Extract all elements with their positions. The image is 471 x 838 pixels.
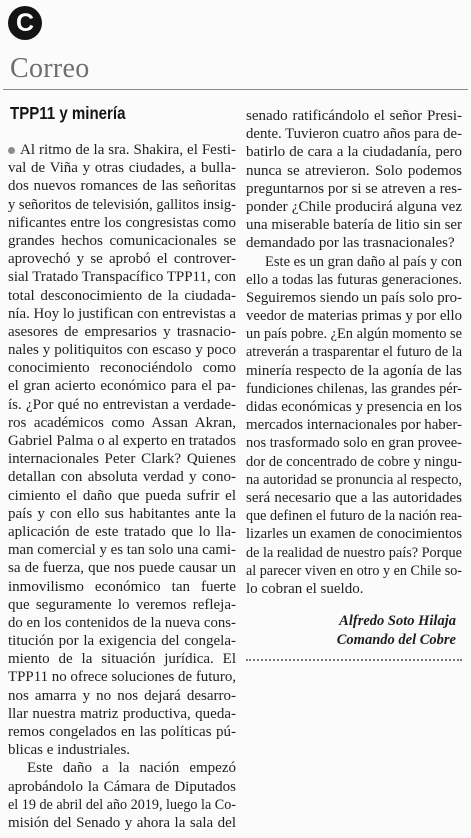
line-text: internacionales Peter Clark? Quienes xyxy=(8,451,236,468)
line-text: y señoritos de televisión, gallitos insig- xyxy=(8,196,237,213)
text-line xyxy=(246,562,462,580)
text-line xyxy=(246,544,462,562)
text-line xyxy=(246,471,462,489)
line-text: nos trasformado solo en gran provee- xyxy=(246,435,462,452)
line-text: batirlo de cara a la ciudadanía, pero xyxy=(246,144,462,161)
line-text: un país pobre. ¿En algún momento se xyxy=(246,326,462,343)
line-text: atreverán a trasparentar el futuro de la xyxy=(246,344,462,361)
section-badge-icon xyxy=(8,6,42,40)
line-text: una miserable batería de litio sin ser xyxy=(246,217,463,234)
text-line xyxy=(8,196,236,214)
text-line xyxy=(8,323,236,341)
line-text: do en los contenidos de la nueva cons- xyxy=(8,614,236,631)
text-line xyxy=(8,596,236,614)
left-column xyxy=(8,141,236,832)
line-text: demandado por las trasnacionales? xyxy=(246,235,455,252)
line-text: na autoridad se pronuncia al respecto, xyxy=(246,471,462,488)
end-dotted-rule xyxy=(246,659,462,661)
text-line xyxy=(8,505,236,523)
text-line xyxy=(8,377,236,395)
line-text: minería respecto de la agonía de las xyxy=(246,362,462,379)
line-text: grandes hechos comunicacionales se xyxy=(8,232,236,249)
line-text: Gabriel Palma o al experto en tratados xyxy=(8,433,236,449)
text-line xyxy=(246,325,462,343)
text-line xyxy=(246,307,462,325)
text-line xyxy=(246,525,462,543)
text-line xyxy=(8,578,236,596)
text-line xyxy=(246,580,462,598)
text-line xyxy=(246,453,462,471)
text-line xyxy=(246,198,462,216)
line-text: que seguramente lo veremos refleja- xyxy=(8,596,236,613)
text-line xyxy=(8,796,236,814)
text-line xyxy=(8,268,236,286)
line-text: fundiciones chilenas, las grandes pér- xyxy=(246,380,462,397)
line-text: Seguiremos siendo un país solo pro- xyxy=(246,289,463,306)
text-line xyxy=(246,362,462,380)
line-text: el 19 de abril del año 2019, luego la Co- xyxy=(8,796,237,813)
text-line xyxy=(246,380,462,398)
bullet-icon xyxy=(8,147,15,154)
text-line xyxy=(246,125,462,143)
text-line xyxy=(246,489,462,507)
text-line xyxy=(8,541,236,559)
text-line xyxy=(8,759,236,777)
paragraph xyxy=(246,107,462,253)
line-text: lo cobran el sueldo. xyxy=(246,580,364,597)
text-line xyxy=(8,614,236,632)
text-line xyxy=(8,523,236,541)
line-text: dente. Tuvieron cuatro años para de- xyxy=(246,126,462,143)
text-line xyxy=(8,705,236,723)
line-text: país y con ello sus habitantes ante la xyxy=(8,505,237,522)
line-text: nunca se atrevieron. Solo podemos xyxy=(246,162,462,179)
line-text: al parecer viven en otro y en Chile so- xyxy=(246,562,462,579)
line-text: didas económicas y presencia en los xyxy=(246,399,462,415)
text-line xyxy=(246,271,462,289)
line-text: senado ratificándolo el señor Presi- xyxy=(246,108,462,124)
text-line xyxy=(8,396,236,414)
line-text: Este daño a la nación empezó xyxy=(27,760,236,777)
text-line xyxy=(8,232,236,250)
text-line xyxy=(246,398,462,416)
line-text: TPP11 no ofrece soluciones de futuro, xyxy=(8,669,237,686)
paragraph xyxy=(8,759,236,832)
paragraph xyxy=(8,141,236,759)
line-text: sial Tratado Transpacífico TPP11, con xyxy=(8,269,237,286)
text-line xyxy=(8,468,236,486)
text-line xyxy=(8,159,236,177)
line-text: ponder ¿Chile producirá alguna vez xyxy=(246,198,462,215)
text-line xyxy=(8,814,236,832)
signature-author: Alfredo Soto Hilaja xyxy=(339,613,456,629)
text-line xyxy=(8,632,236,650)
text-line xyxy=(246,234,462,252)
line-text: total desconocimiento de la ciudada- xyxy=(8,287,236,304)
text-line xyxy=(8,414,236,432)
section-badge-letter: C xyxy=(15,9,35,37)
text-line xyxy=(8,287,236,305)
text-line xyxy=(8,687,236,705)
text-line xyxy=(8,778,236,796)
line-text: val de Viña y otras ciudades, a bulla- xyxy=(8,160,236,177)
signature-organization: Comando del Cobre xyxy=(336,632,456,648)
letter-headline: TPP11 y minería xyxy=(10,103,126,123)
line-text: remos congelados en las políticas pú- xyxy=(8,724,236,740)
line-text: blicas e industriales. xyxy=(8,742,131,759)
text-line xyxy=(246,343,462,361)
line-text: lizarles un examen de conocimientos xyxy=(246,526,463,543)
line-text: nía. Hoy lo justifican con entrevistas a xyxy=(8,305,237,322)
text-line xyxy=(8,668,236,686)
text-line xyxy=(246,216,462,234)
text-line xyxy=(8,359,236,377)
line-text: Al ritmo de la sra. Shakira, el Festi- xyxy=(20,142,236,158)
text-line xyxy=(246,143,462,161)
right-column xyxy=(246,107,462,598)
line-text: ros académicos como Assan Akran, xyxy=(8,414,236,431)
line-text: que definen el futuro de la nación rea- xyxy=(246,508,462,525)
line-text: misión del Senado y ahora la sala del xyxy=(8,814,236,831)
text-line xyxy=(246,162,462,180)
line-text: aprovechó y se aprobó el controver- xyxy=(8,251,236,268)
text-line xyxy=(246,253,462,271)
text-line xyxy=(246,434,462,452)
line-text: nos amarra y no nos dejará desarro- xyxy=(8,687,236,704)
line-text: de la realidad de nuestro país? Porque xyxy=(246,544,463,561)
line-text: asesores de empresarios y trasnacio- xyxy=(8,323,236,340)
line-text: aprobándolo la Cámara de Diputados xyxy=(8,778,237,795)
line-text: sa de fuerza, que nos puede causar un xyxy=(8,560,237,577)
text-line xyxy=(8,723,236,741)
line-text: miento de la situación jurídica. El xyxy=(8,651,236,668)
header-rule xyxy=(3,89,468,90)
line-text: preguntarnos por si se atreven a res- xyxy=(246,180,463,197)
line-text: nales y politiquitos con escaso y poco xyxy=(8,342,236,359)
line-text: titución por la exigencia del congela- xyxy=(8,633,236,650)
line-text: dos nuevos romances de las señoritas xyxy=(8,178,236,195)
text-line xyxy=(246,416,462,434)
line-text: veedor de materias primas y por ello xyxy=(246,308,463,325)
text-line xyxy=(8,650,236,668)
line-text: cimiento el daño que pueda sufrir el xyxy=(8,487,236,504)
line-text: conocimiento reconociéndolo como xyxy=(8,360,236,377)
text-line xyxy=(8,141,236,159)
text-line xyxy=(8,432,236,450)
signature xyxy=(337,612,456,650)
text-line xyxy=(8,177,236,195)
text-line xyxy=(8,487,236,505)
text-line xyxy=(8,250,236,268)
text-line xyxy=(8,450,236,468)
line-text: mercados internacionales por haber- xyxy=(246,417,462,434)
text-line xyxy=(8,214,236,232)
line-text: nificantes entre los congresistas como xyxy=(8,214,236,231)
line-text: inmovilismo económico tan fuerte xyxy=(8,578,236,595)
line-text: llar nuestra matriz productiva, queda- xyxy=(8,705,236,722)
text-line xyxy=(246,180,462,198)
line-text: man comercial y es tan solo una cami- xyxy=(8,542,236,559)
line-text: ello a todas las futuras generaciones. xyxy=(246,271,463,288)
line-text: dor de concentrado de cobre y ningu- xyxy=(246,453,462,470)
paragraph xyxy=(246,253,462,599)
text-line xyxy=(8,341,236,359)
line-text: ís. ¿Por qué no entrevistan a verdade- xyxy=(8,396,236,413)
text-line xyxy=(8,305,236,323)
text-line xyxy=(8,559,236,577)
text-line xyxy=(246,107,462,125)
line-text: el gran acierto económico para el pa- xyxy=(8,378,236,395)
text-line xyxy=(246,289,462,307)
line-text: será necesario que a las autoridades xyxy=(246,489,462,506)
line-text: detallan con absoluta verdad y cono- xyxy=(8,469,236,486)
section-title: Correo xyxy=(10,53,90,84)
line-text: aplicación de este tratado que lo lla- xyxy=(8,523,236,540)
text-line xyxy=(246,507,462,525)
line-text: Este es un gran daño al país y con xyxy=(265,253,462,270)
text-line xyxy=(8,741,236,759)
